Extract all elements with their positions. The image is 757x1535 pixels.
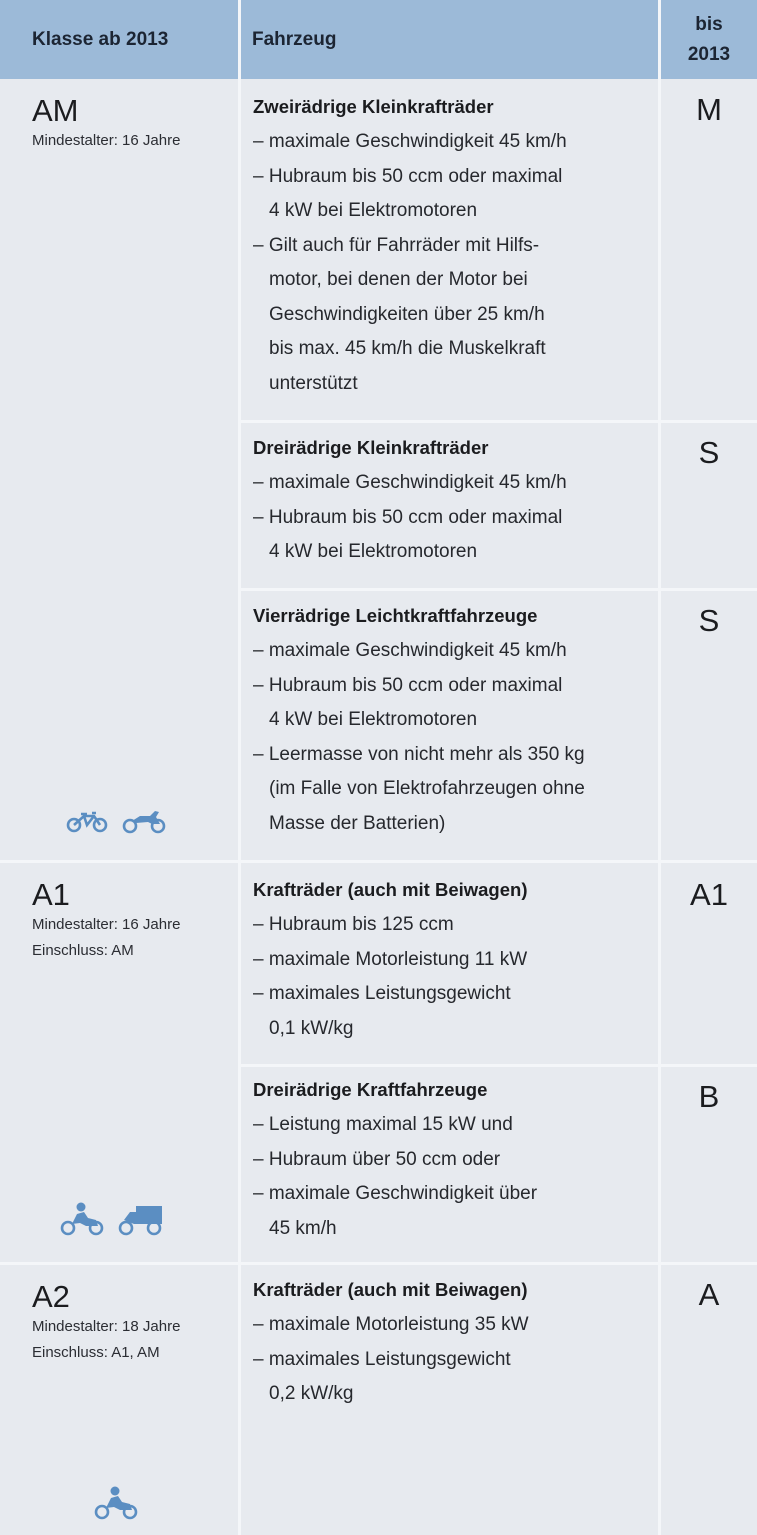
- vehicle-description: [253, 908, 653, 1046]
- vehicle-line: 4 kW bei Elektromotoren: [269, 709, 478, 730]
- class-meta: Einschluss: A1, AM: [32, 1344, 160, 1361]
- vehicle-title: Dreirädrige Kraftfahrzeuge: [253, 1079, 488, 1100]
- class-meta: Mindestalter: 18 Jahre: [32, 1318, 181, 1335]
- motorbike-icon: [122, 808, 166, 834]
- vehicle-title: Vierrädrige Leichtkraftfahrzeuge: [253, 605, 538, 626]
- vehicle-line: – maximales Leistungsgewicht: [253, 983, 511, 1004]
- class-am-icons: [66, 808, 166, 834]
- class-a2-cell: [32, 1280, 180, 1366]
- vehicle-line: – Hubraum bis 125 ccm: [253, 914, 454, 935]
- bicycle-moped-icon: [66, 808, 108, 834]
- vehicle-line: 4 kW bei Elektromotoren: [269, 541, 478, 562]
- class-a2-icons: [94, 1486, 138, 1520]
- vehicle-description: [253, 466, 653, 570]
- column-divider: [238, 0, 241, 1535]
- vehicle-line: motor, bei denen der Motor bei: [269, 269, 528, 290]
- vehicle-line: (im Falle von Elektrofahrzeugen ohne: [269, 778, 585, 799]
- vehicle-line: – Leermasse von nicht mehr als 350 kg: [253, 743, 585, 765]
- motorcycle-rider-icon: [60, 1202, 104, 1236]
- row-divider: [241, 420, 757, 423]
- row-divider: [0, 860, 757, 863]
- row-divider: [241, 1064, 757, 1067]
- old-class: A1: [690, 877, 728, 912]
- class-meta: Mindestalter: 16 Jahre: [32, 916, 181, 933]
- vehicle-line: bis max. 45 km/h die Muskelkraft: [269, 338, 546, 359]
- class-a1-cell: [32, 878, 180, 964]
- vehicle-line: – Leistung maximal 15 kW und: [253, 1114, 513, 1135]
- vehicle-line: – maximale Geschwindigkeit 45 km/h: [253, 131, 567, 152]
- class-name: A2: [32, 1279, 70, 1314]
- vehicle-description: [253, 1108, 653, 1246]
- header-class-column: Klasse ab 2013: [32, 28, 169, 50]
- vehicle-line: – Hubraum über 50 ccm oder: [253, 1148, 501, 1170]
- vehicle-line: – maximales Leistungsgewicht: [253, 1348, 511, 1370]
- vehicle-entry: [253, 1078, 653, 1246]
- vehicle-line: – Gilt auch für Fahrräder mit Hilfs-: [253, 234, 540, 256]
- class-am-cell: [32, 94, 180, 154]
- header-old-line2: 2013: [687, 43, 731, 65]
- vehicle-title: Zweirädrige Kleinkrafträder: [253, 96, 494, 117]
- vehicle-line: – Hubraum bis 50 ccm oder maximal: [253, 506, 563, 528]
- vehicle-title: Dreirädrige Kleinkrafträder: [253, 437, 489, 458]
- vehicle-line: 45 km/h: [269, 1217, 337, 1239]
- vehicle-description: [253, 1308, 653, 1412]
- vehicle-description: [253, 125, 653, 401]
- header-vehicle-column: Fahrzeug: [252, 28, 337, 50]
- vehicle-line: 0,2 kW/kg: [269, 1383, 354, 1404]
- trike-icon: [118, 1202, 164, 1236]
- vehicle-entry: [253, 95, 653, 401]
- vehicle-line: – Hubraum bis 50 ccm oder maximal: [253, 165, 563, 187]
- vehicle-title: Krafträder (auch mit Beiwagen): [253, 879, 528, 900]
- vehicle-entry: [253, 604, 653, 841]
- vehicle-line: Masse der Batterien): [269, 812, 446, 834]
- class-a1-icons: [60, 1202, 164, 1236]
- vehicle-line: – maximale Geschwindigkeit 45 km/h: [253, 472, 567, 493]
- class-name: AM: [32, 93, 79, 128]
- vehicle-entry: [253, 436, 653, 570]
- vehicle-line: Geschwindigkeiten über 25 km/h: [269, 303, 545, 325]
- vehicle-title: Krafträder (auch mit Beiwagen): [253, 1279, 528, 1300]
- class-name: A1: [32, 877, 70, 912]
- row-divider: [241, 588, 757, 591]
- header-old-line1: bis: [695, 13, 723, 35]
- vehicle-description: [253, 634, 653, 841]
- vehicle-line: – maximale Geschwindigkeit über: [253, 1183, 538, 1204]
- old-class: M: [696, 92, 722, 127]
- vehicle-line: – Hubraum bis 50 ccm oder maximal: [253, 674, 563, 696]
- vehicle-line: – maximale Motorleistung 11 kW: [253, 948, 528, 970]
- motorcycle-rider-icon: [94, 1486, 138, 1520]
- old-class: S: [698, 435, 720, 470]
- class-meta: Einschluss: AM: [32, 942, 134, 959]
- row-divider: [0, 1262, 757, 1265]
- vehicle-line: – maximale Geschwindigkeit 45 km/h: [253, 640, 567, 661]
- vehicle-line: unterstützt: [269, 372, 358, 394]
- vehicle-entry: [253, 878, 653, 1046]
- class-meta: Mindestalter: 16 Jahre: [32, 132, 181, 149]
- table-header: [0, 0, 757, 79]
- old-class: S: [698, 603, 720, 638]
- vehicle-line: – maximale Motorleistung 35 kW: [253, 1314, 529, 1335]
- vehicle-line: 0,1 kW/kg: [269, 1017, 354, 1039]
- vehicle-entry: [253, 1278, 653, 1412]
- old-class: B: [698, 1079, 720, 1114]
- header-old-class-column: [661, 0, 757, 79]
- vehicle-line: 4 kW bei Elektromotoren: [269, 200, 478, 221]
- old-class: A: [698, 1277, 720, 1312]
